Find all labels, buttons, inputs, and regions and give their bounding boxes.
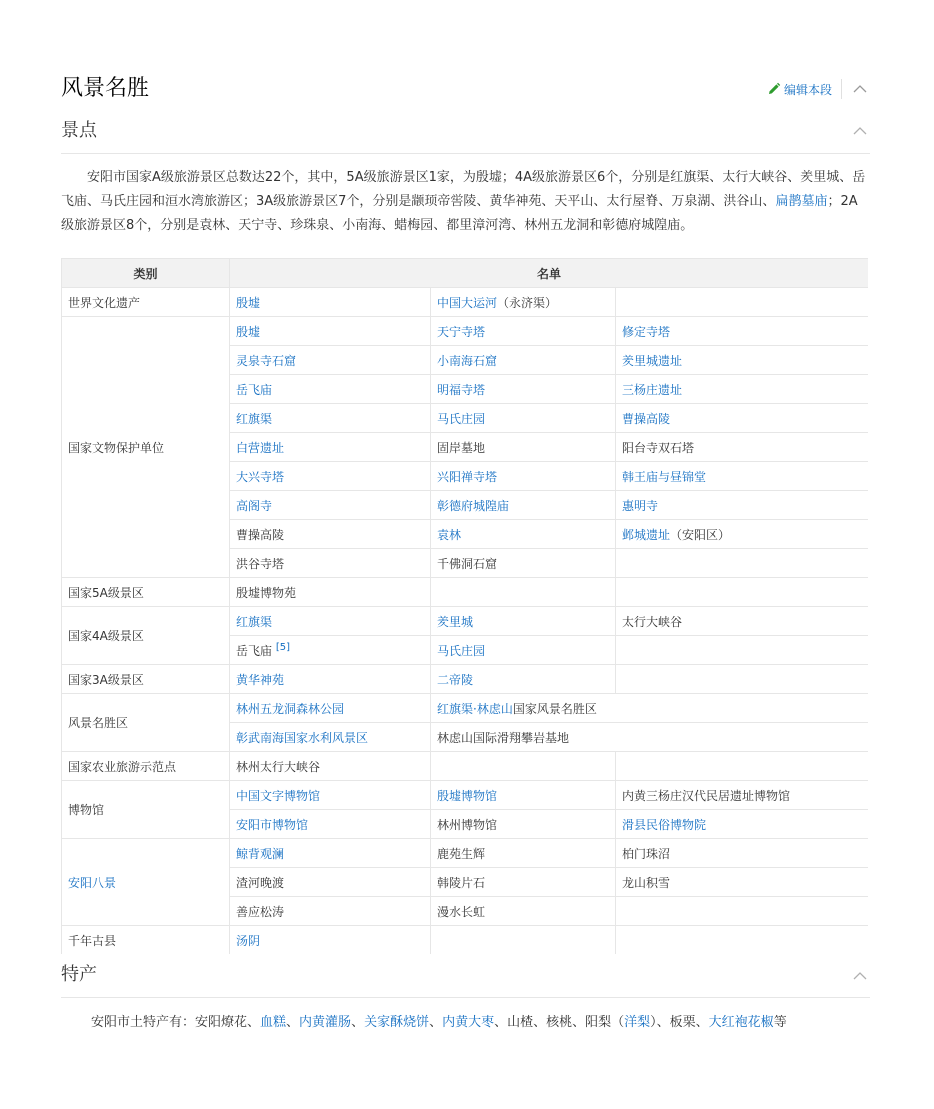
list-cell [230, 839, 431, 868]
category-cell [62, 578, 230, 607]
header-category: 类别 [62, 259, 230, 288]
list-item-link[interactable]: 汤阴 [236, 933, 261, 948]
list-item-link[interactable]: 殷墟 [236, 324, 261, 339]
list-cell [230, 375, 431, 404]
list-item-link[interactable]: 岳飞庙 [236, 382, 273, 397]
list-cell [616, 520, 869, 549]
list-item-link[interactable]: 高阁寺 [236, 498, 273, 513]
inline-link[interactable]: 内黄灌肠 [299, 1015, 352, 1030]
list-item-text: 岳飞庙 [236, 643, 273, 658]
list-cell [230, 752, 431, 781]
subsection-title-scenic: 景点 [61, 120, 97, 141]
list-item-link[interactable]: 兴阳禅寺塔 [437, 469, 498, 484]
list-item-text: 固岸墓地 [437, 440, 486, 455]
list-item-link[interactable]: 二帝陵 [437, 672, 474, 687]
list-cell [431, 288, 616, 317]
scenic-table [61, 258, 868, 954]
list-item-link[interactable]: 林州五龙洞森林公园 [236, 701, 345, 716]
list-cell [431, 868, 616, 897]
list-cell [431, 549, 616, 578]
list-item-text: 林州博物馆 [437, 817, 498, 832]
inline-text: 安阳市土特产有：安阳燎花、 [91, 1015, 261, 1030]
category-label: 国家文物保护单位 [68, 440, 165, 455]
list-cell [616, 868, 869, 897]
list-item-suffix: （永济渠） [497, 295, 558, 310]
list-cell [431, 520, 616, 549]
table-header-row [62, 259, 869, 288]
list-item-link[interactable]: 安阳市博物馆 [236, 817, 309, 832]
table-row [62, 752, 869, 781]
list-cell [431, 839, 616, 868]
list-cell [230, 810, 431, 839]
list-item-link[interactable]: 鲸背观澜 [236, 846, 285, 861]
list-cell [616, 839, 869, 868]
scenic-paragraph [61, 166, 869, 238]
table-row [62, 578, 869, 607]
category-cell [62, 839, 230, 926]
list-item-link[interactable]: 大兴寺塔 [236, 469, 285, 484]
list-cell [230, 926, 431, 955]
inline-link[interactable]: 关家酥烧饼 [364, 1015, 430, 1030]
list-cell [616, 607, 869, 636]
table-row [62, 781, 869, 810]
list-item-link[interactable]: 邺城遗址 [622, 527, 671, 542]
list-cell [230, 491, 431, 520]
category-cell [62, 607, 230, 665]
category-label: 世界文化遗产 [68, 295, 141, 310]
list-cell [431, 636, 616, 665]
list-cell [431, 578, 616, 607]
category-label: 博物馆 [68, 803, 105, 817]
category-cell [62, 781, 230, 839]
list-item-link[interactable]: 彰武南海国家水利风景区 [236, 730, 369, 745]
list-cell [230, 549, 431, 578]
chevron-up-icon[interactable] [852, 968, 868, 984]
table-row [62, 665, 869, 694]
list-item-link[interactable]: 黄华神苑 [236, 672, 285, 687]
list-cell [230, 288, 431, 317]
list-item-link[interactable]: 曹操高陵 [622, 411, 671, 426]
list-item-text: 曹操高陵 [236, 527, 285, 542]
list-cell [616, 636, 869, 665]
list-item-link[interactable]: 中国文字博物馆 [236, 788, 321, 803]
list-cell [230, 404, 431, 433]
list-item-text: 内黄三杨庄汉代民居遗址博物馆 [622, 788, 791, 803]
list-cell [431, 433, 616, 462]
list-cell [230, 607, 431, 636]
divider [841, 79, 842, 99]
list-cell [230, 317, 431, 346]
category-link[interactable]: 安阳八景 [68, 875, 117, 890]
category-label: 国家3A级景区 [68, 672, 144, 687]
list-cell [230, 694, 431, 723]
list-cell [616, 549, 869, 578]
list-item-suffix: 国家风景名胜区 [512, 701, 597, 716]
category-cell [62, 752, 230, 781]
list-cell [230, 781, 431, 810]
inline-link[interactable]: 洋梨 [624, 1015, 651, 1030]
list-item-text: 龙山积雪 [622, 875, 671, 890]
list-cell [616, 433, 869, 462]
list-item-suffix: （安阳区） [670, 527, 731, 542]
list-cell [431, 897, 616, 926]
list-item-link[interactable]: 殷墟博物馆 [437, 788, 498, 803]
list-item-text: 柏门珠沼 [622, 846, 671, 861]
category-label: 千年古县 [68, 933, 117, 948]
list-cell [431, 926, 616, 955]
list-item-text: 洪谷寺塔 [236, 556, 285, 571]
category-label: 国家5A级景区 [68, 585, 144, 600]
list-item-link[interactable]: 殷墟 [236, 295, 261, 310]
list-item-link[interactable]: 中国大运河 [437, 295, 498, 310]
list-item-link[interactable]: 惠明寺 [622, 498, 659, 513]
list-item-link[interactable]: 红旗渠 [236, 614, 273, 629]
list-cell [431, 491, 616, 520]
inline-text: 安阳市国家A级旅游景区总数达22个，其中，5A级旅游景区1家，为殷墟；4A级旅游景区6个，分别是红旗渠、太行大峡谷、羑里城、岳飞庙、马氏庄园和洹水湾旅游区；3A级旅游景区7个，分别是颛顼帝喾陵、黄华神苑、天平山、太行屋脊、万泉湖、洪谷山、 [61, 170, 866, 209]
list-cell [431, 752, 616, 781]
list-item-link[interactable]: 天宁寺塔 [437, 324, 486, 339]
list-item-text: 太行大峡谷 [622, 614, 683, 629]
list-cell [230, 636, 431, 665]
category-cell [62, 288, 230, 317]
list-item-link[interactable]: 红旗渠 [236, 411, 273, 426]
list-item-text: 殷墟博物苑 [236, 585, 297, 600]
table-row [62, 288, 869, 317]
list-item-text: 漫水长虹 [437, 904, 486, 919]
inline-text: 、 [286, 1015, 300, 1030]
list-item-link[interactable]: 三杨庄遗址 [622, 382, 683, 397]
list-cell [230, 723, 431, 752]
list-cell [616, 404, 869, 433]
category-cell [62, 317, 230, 578]
table-row [62, 694, 869, 723]
chevron-up-icon[interactable] [852, 123, 868, 139]
list-cell [616, 810, 869, 839]
inline-text: ）、板栗、 [650, 1015, 709, 1030]
list-cell [431, 404, 616, 433]
list-cell [230, 578, 431, 607]
list-cell [230, 665, 431, 694]
inline-text: ；2A级旅游景区8个，分别是袁林、天宁寺、珍珠泉、小南海、蜡梅园、都里漳河湾、林州五龙洞和彰德府城隍庙。 [61, 194, 858, 233]
list-item-link[interactable]: 白营遗址 [236, 440, 285, 455]
chevron-up-icon[interactable] [852, 81, 868, 97]
list-cell [616, 781, 869, 810]
list-item-link[interactable]: 小南海石窟 [437, 353, 498, 368]
list-cell [431, 317, 616, 346]
category-cell [62, 694, 230, 752]
table-row [62, 839, 869, 868]
list-cell [616, 462, 869, 491]
list-item-link[interactable]: 羑里城 [437, 614, 474, 629]
list-item-link[interactable]: 羑里城遗址 [622, 353, 683, 368]
list-cell [616, 897, 869, 926]
divider [61, 153, 870, 154]
list-item-link[interactable]: 袁林 [437, 527, 462, 542]
list-item-text: 林虑山国际滑翔攀岩基地 [437, 730, 570, 745]
inline-link[interactable]: 内黄大枣 [442, 1015, 495, 1030]
list-cell [616, 491, 869, 520]
list-item-text: 千佛洞石窟 [437, 556, 498, 571]
citation-ref[interactable]: [5] [275, 641, 291, 653]
divider [61, 997, 870, 998]
list-item-text: 阳台寺双石塔 [622, 440, 695, 455]
section-tools [767, 78, 868, 100]
list-cell [431, 346, 616, 375]
list-item-link[interactable]: 修定寺塔 [622, 324, 671, 339]
inline-text: 、 [429, 1015, 443, 1030]
list-cell [230, 520, 431, 549]
list-item-text: 渣河晚渡 [236, 875, 285, 890]
list-cell [616, 375, 869, 404]
list-cell [230, 868, 431, 897]
list-cell [230, 346, 431, 375]
list-cell [616, 578, 869, 607]
list-item-link[interactable]: 彰德府城隍庙 [437, 498, 510, 513]
list-item-link[interactable]: 韩王庙与昼锦堂 [622, 469, 707, 484]
table-row [62, 926, 869, 955]
list-cell [230, 897, 431, 926]
list-cell [230, 462, 431, 491]
list-item-text: 林州太行大峡谷 [236, 759, 321, 774]
list-item-link[interactable]: 滑县民俗博物院 [622, 817, 707, 832]
list-item-text: 鹿苑生辉 [437, 846, 486, 861]
inline-text: 、山楂、核桃、阳梨（ [494, 1015, 625, 1030]
list-item-link[interactable]: 马氏庄园 [437, 643, 486, 658]
inline-text: 等 [773, 1015, 787, 1030]
inline-link[interactable]: 扁鹊墓庙 [775, 194, 828, 209]
list-cell [431, 607, 616, 636]
inline-link[interactable]: 大红袍花椒 [708, 1015, 774, 1030]
list-cell [431, 810, 616, 839]
list-item-link[interactable]: 灵泉寺石窟 [236, 353, 297, 368]
list-cell [616, 317, 869, 346]
table-row [62, 317, 869, 346]
list-cell [616, 288, 869, 317]
list-cell [230, 433, 431, 462]
category-label: 国家农业旅游示范点 [68, 759, 177, 774]
pencil-icon[interactable] [767, 82, 781, 96]
list-cell [431, 781, 616, 810]
scenic-table-wrapper [61, 258, 868, 954]
list-item-text: 韩陵片石 [437, 875, 486, 890]
list-item-text: 善应松涛 [236, 904, 285, 919]
list-cell [431, 665, 616, 694]
list-item-link[interactable]: 明福寺塔 [437, 382, 486, 397]
inline-link[interactable]: 血糕 [260, 1015, 287, 1030]
list-cell [431, 375, 616, 404]
category-label: 国家4A级景区 [68, 629, 144, 643]
list-item-link[interactable]: 马氏庄园 [437, 411, 486, 426]
list-cell [616, 926, 869, 955]
section-title: 风景名胜 [61, 76, 150, 101]
list-cell [616, 665, 869, 694]
list-cell [431, 723, 869, 752]
list-cell [616, 752, 869, 781]
inline-text: 、 [351, 1015, 365, 1030]
specialty-paragraph [91, 1011, 881, 1035]
list-cell [431, 694, 869, 723]
category-cell [62, 926, 230, 955]
header-list: 名单 [230, 259, 869, 288]
edit-section-button[interactable]: 编辑本段 [783, 82, 832, 97]
list-cell [431, 462, 616, 491]
category-label: 风景名胜区 [68, 716, 129, 730]
subsection-title-specialty: 特产 [61, 964, 97, 985]
list-item-link[interactable]: 红旗渠·林虑山 [437, 701, 513, 716]
table-row [62, 607, 869, 636]
list-cell [616, 346, 869, 375]
category-cell [62, 665, 230, 694]
